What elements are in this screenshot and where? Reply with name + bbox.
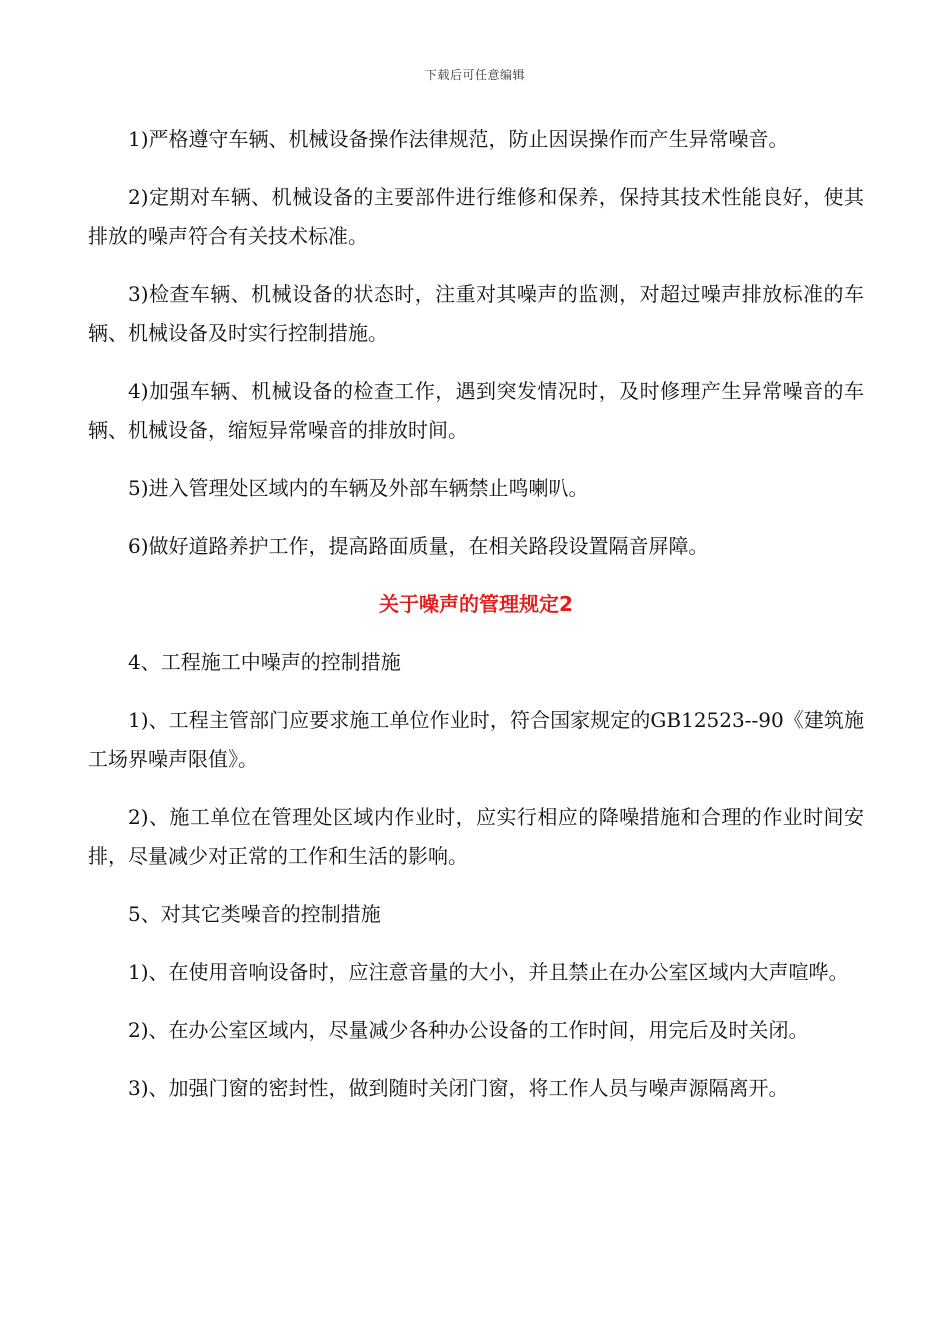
paragraph: 1)严格遵守车辆、机械设备操作法律规范，防止因误操作而产生异常噪音。 bbox=[128, 127, 789, 151]
paragraph: 1)、在使用音响设备时，应注意音量的大小，并且禁止在办公室区域内大声喧哗。 bbox=[128, 960, 849, 984]
document-body bbox=[88, 120, 864, 1127]
paragraph: 2)、在办公室区域内，尽量减少各种办公设备的工作时间，用完后及时关闭。 bbox=[128, 1018, 809, 1042]
paragraph: 2)定期对车辆、机械设备的主要部件进行维修和保养，保持其技术性能良好，使其排放的噪声符合有关技术标准。 bbox=[88, 185, 864, 248]
paragraph: 4)加强车辆、机械设备的检查工作，遇到突发情况时，及时修理产生异常噪音的车辆、机械设备，缩短异常噪音的排放时间。 bbox=[88, 379, 864, 442]
paragraph: 3)、加强门窗的密封性，做到随时关闭门窗，将工作人员与噪声源隔离开。 bbox=[128, 1076, 789, 1100]
subsection-title: 4、工程施工中噪声的控制措施 bbox=[128, 650, 401, 674]
paragraph: 1)、工程主管部门应要求施工单位作业时，符合国家规定的GB12523--90《建筑施工场界噪声限值》。 bbox=[88, 708, 864, 771]
subsection-title: 5、对其它类噪音的控制措施 bbox=[128, 902, 381, 926]
paragraph: 2)、施工单位在管理处区域内作业时，应实行相应的降噪措施和合理的作业时间安排，尽量减少对正常的工作和生活的影响。 bbox=[88, 805, 864, 868]
paragraph: 6)做好道路养护工作，提高路面质量，在相关路段设置隔音屏障。 bbox=[128, 534, 709, 558]
paragraph: 3)检查车辆、机械设备的状态时，注重对其噪声的监测，对超过噪声排放标准的车辆、机械设备及时实行控制措施。 bbox=[88, 282, 864, 345]
section-heading: 关于噪声的管理规定2 bbox=[379, 592, 573, 616]
page-header: 下载后可任意编辑 bbox=[424, 68, 525, 82]
paragraph: 5)进入管理处区域内的车辆及外部车辆禁止鸣喇叭。 bbox=[128, 476, 589, 500]
